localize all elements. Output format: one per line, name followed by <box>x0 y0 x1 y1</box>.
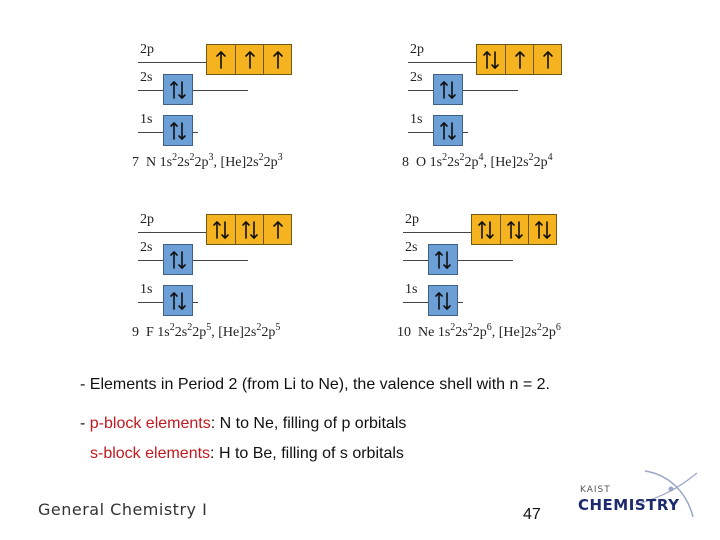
electron-configuration <box>132 322 281 341</box>
orbital-box-2s <box>163 244 193 275</box>
config-exponent: 2 <box>189 152 195 163</box>
orbital-box-2p <box>528 215 556 244</box>
logo-swoosh-icon <box>575 465 700 525</box>
config-term: 1s <box>437 325 451 340</box>
orbital-box-2p <box>263 215 291 244</box>
config-term: 1s <box>157 325 170 340</box>
config-term: 1s <box>429 155 443 170</box>
label-2p: 2p <box>140 212 154 227</box>
baseline-2p <box>408 62 478 63</box>
config-term: 2p <box>472 325 487 340</box>
label-1s: 1s <box>140 282 153 297</box>
config-term: 2p <box>541 325 556 340</box>
label-1s: 1s <box>410 112 423 127</box>
s-block-term: s-block elements <box>90 445 211 462</box>
config-term: , [He]2s <box>491 325 537 340</box>
kaist-chemistry-logo <box>575 465 700 525</box>
orbital-box-1s-fill <box>429 286 457 315</box>
bullet-period2-text: - Elements in Period 2 (from Li to Ne), the valence shell with n = 2. <box>80 376 550 393</box>
config-exponent: 2 <box>258 152 264 163</box>
paired-arrows-icon <box>167 79 189 101</box>
baseline-2s <box>408 90 518 91</box>
electron-configuration <box>402 152 553 171</box>
paired-arrows-icon <box>437 120 459 142</box>
config-exponent: 2 <box>536 322 542 333</box>
config-exponent: 2 <box>442 152 448 163</box>
config-term: , [He]2s <box>483 155 529 170</box>
config-term: 2p <box>192 325 207 340</box>
bullet-dash: - <box>80 415 90 432</box>
config-term: 2s <box>174 325 188 340</box>
orbital-box-2s-fill <box>434 75 462 104</box>
config-exponent: 2 <box>467 322 473 333</box>
paired-arrows-icon <box>475 219 497 241</box>
baseline-2p <box>138 62 208 63</box>
element-symbol: Ne <box>418 325 435 340</box>
element-symbol: N <box>146 155 157 170</box>
config-exponent: 2 <box>450 322 456 333</box>
paired-arrows-icon <box>210 219 232 241</box>
p-block-description: : N to Ne, filling of p orbitals <box>210 415 407 432</box>
label-2s: 2s <box>140 240 153 255</box>
atomic-number: 10 <box>397 325 411 340</box>
baseline-2s <box>138 260 248 261</box>
electron-configuration <box>132 152 283 171</box>
orbital-box-2p <box>207 215 235 244</box>
baseline-2s <box>138 90 248 91</box>
config-term: , [He]2s <box>211 325 257 340</box>
paired-arrows-icon <box>167 249 189 271</box>
config-exponent: 6 <box>555 322 561 333</box>
config-term: 2s <box>447 155 460 170</box>
baseline-2s <box>403 260 513 261</box>
orbital-box-2p <box>235 215 263 244</box>
paired-arrows-icon <box>504 219 526 241</box>
config-term: 2s <box>455 325 468 340</box>
label-1s: 1s <box>405 282 418 297</box>
orbital-box-1s <box>163 285 193 316</box>
config-exponent: 6 <box>486 322 492 333</box>
page-number: 47 <box>523 506 541 523</box>
label-2p: 2p <box>405 212 419 227</box>
orbital-diagram-neon <box>395 210 595 360</box>
orbital-box-2s-fill <box>164 245 192 274</box>
electron-configuration <box>397 322 561 341</box>
config-exponent: 5 <box>206 322 212 333</box>
orbital-box-2p <box>500 215 528 244</box>
up-arrow-icon <box>537 49 559 71</box>
paired-arrows-icon <box>437 79 459 101</box>
orbital-boxes-2p <box>471 214 557 245</box>
paired-arrows-icon <box>480 49 502 71</box>
config-term: 2s <box>177 155 190 170</box>
label-2s: 2s <box>405 240 418 255</box>
config-exponent: 3 <box>208 152 214 163</box>
element-symbol: O <box>416 155 427 170</box>
element-symbol: F <box>146 325 154 340</box>
label-1s: 1s <box>140 112 153 127</box>
baseline-2p <box>403 232 473 233</box>
orbital-boxes-2p <box>206 44 292 75</box>
config-term: 2p <box>464 155 479 170</box>
orbital-box-2s <box>428 244 458 275</box>
bullet-p-block <box>80 415 406 433</box>
baseline-2p <box>138 232 208 233</box>
atomic-number: 9 <box>132 325 139 340</box>
label-2s: 2s <box>410 70 423 85</box>
config-term: 2p <box>261 325 276 340</box>
config-exponent: 4 <box>547 152 553 163</box>
orbital-box-2p <box>235 45 263 74</box>
orbital-box-1s-fill <box>164 116 192 145</box>
paired-arrows-icon <box>167 290 189 312</box>
orbital-box-1s-fill <box>434 116 462 145</box>
orbital-box-1s <box>163 115 193 146</box>
bullet-s-block <box>90 445 404 463</box>
orbital-boxes-2p <box>206 214 292 245</box>
up-arrow-icon <box>239 49 261 71</box>
up-arrow-icon <box>267 49 289 71</box>
orbital-box-1s <box>428 285 458 316</box>
label-2p: 2p <box>410 42 424 57</box>
orbital-diagram-oxygen <box>400 40 600 190</box>
config-exponent: 2 <box>172 152 178 163</box>
orbital-diagram-nitrogen <box>130 40 330 190</box>
orbital-box-2p <box>477 45 505 74</box>
paired-arrows-icon <box>432 290 454 312</box>
paired-arrows-icon <box>167 120 189 142</box>
paired-arrows-icon <box>239 219 261 241</box>
config-exponent: 2 <box>169 322 175 333</box>
orbital-box-2p <box>263 45 291 74</box>
orbital-box-2s <box>433 74 463 105</box>
label-2p: 2p <box>140 42 154 57</box>
course-title: General Chemistry I <box>38 500 208 519</box>
config-term: , [He]2s <box>213 155 259 170</box>
config-exponent: 3 <box>277 152 283 163</box>
orbital-boxes-2p <box>476 44 562 75</box>
config-exponent: 2 <box>187 322 193 333</box>
atomic-number: 8 <box>402 155 409 170</box>
logo-kaist-text: KAIST <box>580 485 611 495</box>
config-exponent: 5 <box>275 322 281 333</box>
orbital-box-2s-fill <box>164 75 192 104</box>
config-term: 2p <box>263 155 278 170</box>
orbital-box-2s <box>163 74 193 105</box>
p-block-term: p-block elements <box>89 415 211 432</box>
orbital-box-2p <box>505 45 533 74</box>
orbital-box-1s-fill <box>164 286 192 315</box>
orbital-box-2p <box>207 45 235 74</box>
atomic-number: 7 <box>132 155 139 170</box>
orbital-box-1s <box>433 115 463 146</box>
bullet-period2 <box>80 376 550 394</box>
s-block-description: : H to Be, filling of s orbitals <box>210 445 404 462</box>
config-exponent: 2 <box>528 152 534 163</box>
config-exponent: 2 <box>256 322 262 333</box>
orbital-diagram-fluorine <box>130 210 330 360</box>
orbital-box-2p <box>472 215 500 244</box>
logo-chemistry-text: CHEMISTRY <box>578 496 680 514</box>
orbital-box-2s-fill <box>429 245 457 274</box>
config-exponent: 4 <box>478 152 484 163</box>
label-2s: 2s <box>140 70 153 85</box>
up-arrow-icon <box>267 219 289 241</box>
up-arrow-icon <box>210 49 232 71</box>
paired-arrows-icon <box>432 249 454 271</box>
orbital-box-2p <box>533 45 561 74</box>
config-term: 2p <box>533 155 548 170</box>
up-arrow-icon <box>509 49 531 71</box>
config-term: 1s <box>159 155 173 170</box>
config-term: 2p <box>194 155 209 170</box>
paired-arrows-icon <box>532 219 554 241</box>
config-exponent: 2 <box>459 152 465 163</box>
